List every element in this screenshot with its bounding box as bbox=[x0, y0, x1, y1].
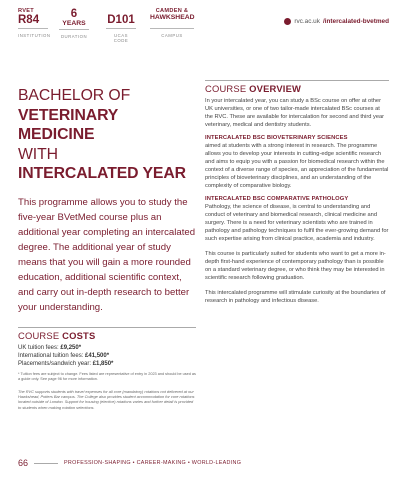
pathology-paragraph-3: This intercalated programme will stimulate curiosity at the boundaries of research in pathology and infectious disease. bbox=[205, 290, 386, 304]
website-domain: rvc.ac.uk bbox=[294, 18, 320, 25]
fee-value: £41,500* bbox=[85, 352, 110, 359]
bioveterinary-paragraph: aimed at students with a strong interest in research. The programme allows you to develop your interests in cutting-edge scientific research and aims to equip you with a passion for biomedical research within the context of a diverse range of species, an appreciation of the fundamental principles of bioveterinary disciplines, and an understanding of the complexity of comparative biology. bbox=[205, 143, 389, 189]
stat-campus bbox=[150, 8, 194, 38]
website-path: /intercalated-bvetmed bbox=[322, 18, 389, 25]
heading-bold: COSTS bbox=[62, 329, 96, 341]
pathology-heading: INTERCALATED BSC COMPARATIVE PATHOLOGY bbox=[205, 196, 349, 202]
fee-uk bbox=[18, 344, 196, 352]
title-line-bold: VETERINARY MEDICINE bbox=[18, 106, 118, 143]
stat-label: INSTITUTION bbox=[18, 33, 51, 38]
travel-support-note: The RVC supports students with travel expenses for all core (mandatory) rotations not delivered at our Hawkshead, Potters Bar campus. The College also provides student accommodation for core rotations located outside of London. Support for housing (elective) rotations varies and further detail is provided to students when making rotation selections. bbox=[18, 388, 195, 410]
stat-divider bbox=[106, 28, 136, 29]
stat-value: HAWKSHEAD bbox=[150, 14, 195, 21]
page-footer bbox=[18, 458, 388, 468]
website-link[interactable] bbox=[284, 18, 389, 25]
globe-icon bbox=[284, 18, 291, 25]
page-title bbox=[18, 86, 196, 184]
overview-paragraph: In your intercalated year, you can study a BSc course on offer at other UK universities, or one of two tailor-made intercalated BSc courses at the RVC. These are available for intercalation for second and third year veterinary, medical and dentistry students. bbox=[205, 98, 385, 128]
stat-unit: YEARS bbox=[62, 20, 86, 27]
stat-institution bbox=[18, 8, 51, 38]
heading-light: COURSE bbox=[18, 329, 63, 341]
title-line: WITH bbox=[18, 145, 58, 163]
page-number: 66 bbox=[18, 458, 29, 468]
fee-label: Placements/sandwich year: bbox=[18, 361, 93, 368]
course-costs bbox=[18, 327, 196, 410]
stat-value: D101 bbox=[107, 14, 135, 26]
heading-bold: OVERVIEW bbox=[249, 83, 302, 94]
stat-divider bbox=[150, 28, 194, 29]
fee-international bbox=[18, 352, 196, 360]
stat-top-label: CAMDEN & bbox=[155, 8, 189, 14]
stat-value: R84 bbox=[18, 14, 40, 26]
fees-list bbox=[18, 344, 196, 369]
pathology-paragraph-2: This course is particularly suited for students who want to get a more in-depth first-hand experience of contemporary pathology than is possible on a standard veterinary degree, or who think they may be interested in scientific research following graduation. bbox=[205, 251, 386, 281]
fee-label: International tuition fees: bbox=[18, 352, 86, 359]
stat-divider bbox=[18, 28, 48, 29]
fee-value: £1,850* bbox=[92, 361, 114, 368]
fee-value: £9,250* bbox=[60, 344, 82, 351]
overview-heading bbox=[205, 80, 389, 94]
left-column bbox=[18, 86, 196, 410]
bioveterinary-heading: INTERCALATED BSC BIOVETERINARY SCIENCES bbox=[205, 135, 348, 141]
header-bar bbox=[0, 0, 403, 62]
pathology-paragraph: Pathology, the science of disease, is central to understanding and conduct of veterinary and biomedical research, clinical medicine and surgery. There is a need for veterinary scientists who are trained in pathology and pathology techniques to fulfil the ever-growing demand for such expertise arising from clinical practice, academia and industry. bbox=[205, 204, 389, 242]
footer-divider bbox=[34, 463, 58, 464]
stat-value: 6 bbox=[70, 8, 78, 20]
stat-ucas-code bbox=[106, 8, 136, 43]
costs-heading bbox=[18, 327, 196, 341]
stat-divider bbox=[59, 29, 89, 30]
right-column bbox=[205, 80, 389, 305]
stat-duration bbox=[59, 8, 89, 39]
stat-label: UCAS CODE bbox=[113, 33, 129, 43]
stat-label: CAMPUS bbox=[161, 33, 183, 38]
title-line-bold: INTERCALATED YEAR bbox=[18, 165, 186, 182]
footer-tagline: PROFESSION-SHAPING • CAREER-MAKING • WORLD-LEADING bbox=[64, 460, 242, 466]
stat-label: DURATION bbox=[60, 34, 88, 39]
fees-footnote: * Tuition fees are subject to change. Fees listed are representative of entry in 2023 and should be used as a guide only. See page 96 for more information. bbox=[18, 371, 196, 381]
stat-top-label: RVET bbox=[18, 8, 35, 14]
intro-paragraph: This programme allows you to study the five-year BVetMed course plus an additional year completing an intercalated degree. The additional year of study means that you will gain a more rounded education, additional scientific context, and carry out in-depth research to better your understanding. bbox=[18, 196, 196, 313]
heading-light: COURSE bbox=[205, 83, 250, 94]
title-line: BACHELOR OF bbox=[18, 87, 131, 104]
fee-label: UK tuition fees: bbox=[18, 344, 61, 351]
fee-placement bbox=[18, 360, 196, 368]
